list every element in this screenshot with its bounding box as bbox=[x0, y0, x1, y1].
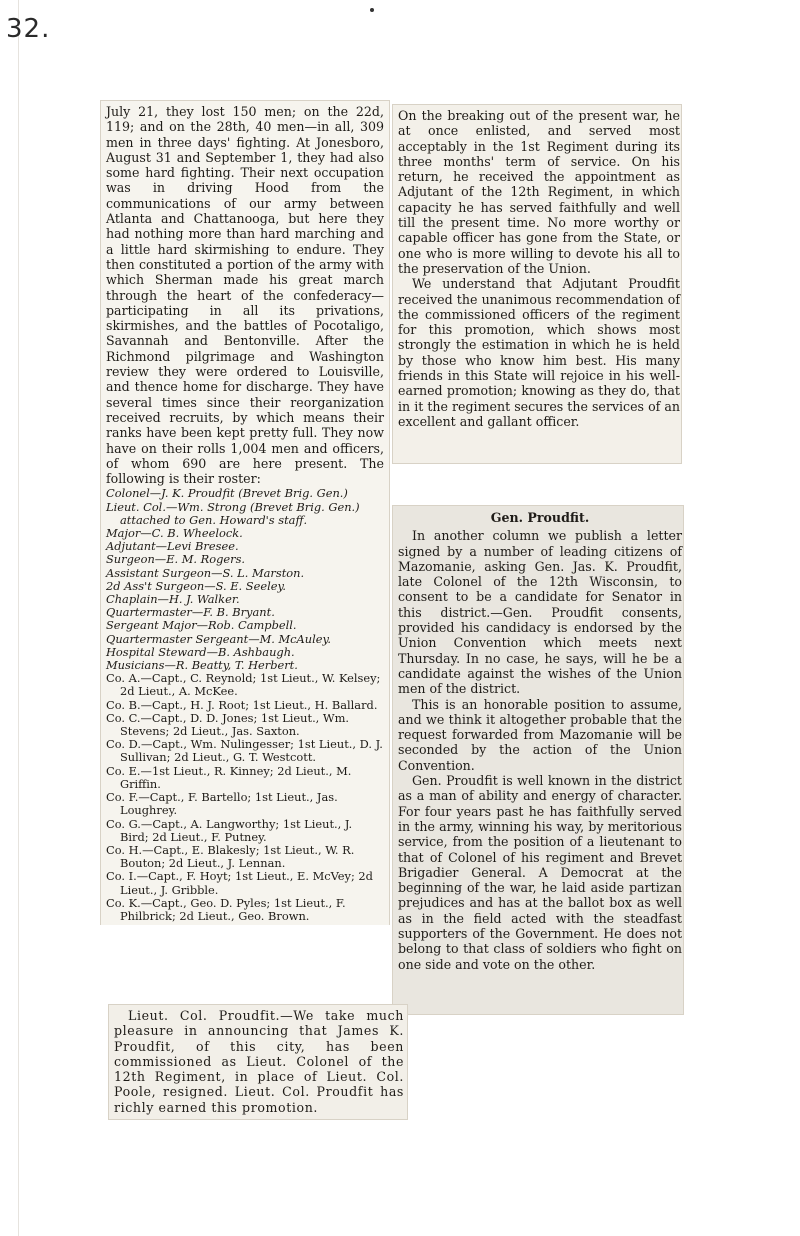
roster-company-line: Co. I.—Capt., F. Hoyt; 1st Lieut., E. McVey; 2d Lieut., J. Gribble. bbox=[106, 869, 373, 897]
roster-line: Major—C. B. Wheelock. bbox=[106, 526, 243, 541]
adjutant-paragraph: We understand that Adjutant Proudfit received the unanimous recommendation of the commissioned officers of the regiment for this promotion, which shows most strongly the estimation in which he is held by those who know him best. His many friends in this State will rejoice in his well-earned promotion; knowing as they do, that in it the regiment secures the services of an excellent and gallant officer. bbox=[398, 276, 680, 429]
article-paragraph: In another column we publish a letter signed by a number of leading citizens of Mazomanie, asking Gen. Jas. K. Proudfit, late Colonel of the 12th Wisconsin, to consent to be a candidate for Senator in this district.—Gen. Proudfit consents, provided his candidacy is endorsed by the Union Convention which meets next Thursday. In no case, he says, will he be a candidate against the wishes of the Union men of the district. bbox=[398, 528, 682, 697]
roster-line: Sergeant Major—Rob. Campbell. bbox=[106, 618, 297, 633]
roster-company-line: Co. A.—Capt., C. Reynold; 1st Lieut., W. Kelsey; 2d Lieut., A. McKee. bbox=[106, 671, 381, 699]
regiment-roster bbox=[106, 487, 384, 923]
roster-line: Surgeon—E. M. Rogers. bbox=[106, 552, 246, 567]
article-paragraph: Lieut. Col. Proudfit.—We take much pleasure in announcing that James K. Proudfit, of this city, has been commissioned as Lieut. Colonel of the 12th Regiment, in place of Lieut. Col. Poole, resigned. Lieut. Col. Proudfit has richly earned this promotion. bbox=[114, 1008, 404, 1115]
lieut-col-proudfit-article bbox=[114, 1008, 404, 1115]
roster-line: Quartermaster—F. B. Bryant. bbox=[106, 605, 275, 620]
roster-company-line: Co. K.—Capt., Geo. D. Pyles; 1st Lieut., F. Philbrick; 2d Lieut., Geo. Brown. bbox=[106, 895, 346, 923]
roster-line: Adjutant—Levi Bresee. bbox=[106, 539, 239, 554]
adjutant-continuation-column bbox=[398, 108, 680, 429]
speck bbox=[370, 8, 374, 12]
roster-line: Chaplain—H. J. Walker. bbox=[106, 592, 240, 607]
article-paragraph: This is an honorable position to assume, and we think it altogether probable that the request forwarded from Mazomanie will be seconded by the action of the Union Convention. bbox=[398, 696, 682, 773]
roster-company-line: Co. H.—Capt., E. Blakesly; 1st Lieut., W. R. Bouton; 2d Lieut., J. Lennan. bbox=[106, 842, 355, 871]
roster-company-line: Co. G.—Capt., A. Langworthy; 1st Lieut., J. Bird; 2d Lieut., F. Putney. bbox=[106, 816, 353, 844]
torn-edge bbox=[100, 925, 390, 935]
left-margin-line bbox=[18, 0, 19, 1236]
roster-line: Hospital Steward—B. Ashbaugh. bbox=[106, 644, 295, 659]
regiment-history-column bbox=[106, 104, 384, 923]
regiment-history-text: July 21, they lost 150 men; on the 22d, 119; and on the 28th, 40 men—in all, 309 men in three days' fighting. At Jonesboro, August 31 and September 1, they had also some hard fighting. Their next occupation was in driving Hood from the communications of our army between Atlanta and Chattanooga, but here they had nothing more than hard marching and a little hard skirmishing to endure. They then constituted a portion of the army with which Sherman made his great march through the heart of the confederacy—participating in all its privations, skirmishes, and the battles of Pocotaligo, Savannah and Bentonville. After the Richmond pilgrimage and Washington review they were ordered to Louisville, and thence home for discharge. They have several times since their reorganization received recruits, by which means their ranks have been kept pretty full. They now have on their rolls 1,004 men and officers, of whom 690 are here present. The following is their roster: bbox=[106, 104, 384, 487]
article-paragraph: Gen. Proudfit is well known in the district as a man of ability and energy of character. For four years past he has faithfully served in the army, winning his way, by meritorious service, from the position of a lieutenant to that of Colonel of his regiment and Brevet Brigadier General. A Democrat at the beginning of the war, he laid aside partizan prejudices and has at the ballot box as well as in the field acted with the steadfast supporters of the Government. He does not belong to that class of soldiers who fight on one side and vote on the other. bbox=[398, 773, 682, 972]
roster-line: Musicians—R. Beatty, T. Herbert. bbox=[106, 658, 298, 673]
roster-line: 2d Ass't Surgeon—S. E. Seeley. bbox=[106, 578, 287, 593]
roster-line: Colonel—J. K. Proudfit (Brevet Brig. Gen.) bbox=[106, 486, 348, 501]
roster-company-line: Co. D.—Capt., Wm. Nulingesser; 1st Lieut., D. J. Sullivan; 2d Lieut., G. T. Westcott. bbox=[106, 737, 383, 765]
adjutant-paragraph: On the breaking out of the present war, he at once enlisted, and served most acceptably in the 1st Regiment during its three months' term of service. On his return, he received the appointment as Adjutant of the 12th Regiment, in which capacity he has served faithfully and well till the present time. No more worthy or capable officer has gone from the State, or one who is more willing to devote his all to the preservation of the Union. bbox=[398, 108, 680, 276]
roster-company-line: Co. C.—Capt., D. D. Jones; 1st Lieut., Wm. Stevens; 2d Lieut., Jas. Saxton. bbox=[106, 710, 350, 739]
roster-company-line: Co. E.—1st Lieut., R. Kinney; 2d Lieut., M. Griffin. bbox=[106, 763, 352, 791]
roster-line: Quartermaster Sergeant—M. McAuley. bbox=[106, 631, 332, 646]
page-number: 32. bbox=[6, 14, 51, 44]
article-headline: Gen. Proudfit. bbox=[490, 510, 590, 525]
roster-line: Assistant Surgeon—S. L. Marston. bbox=[106, 565, 305, 580]
gen-proudfit-article bbox=[398, 510, 682, 972]
roster-company-line: Co. B.—Capt., H. J. Root; 1st Lieut., H. Ballard. bbox=[106, 697, 378, 712]
roster-company-line: Co. F.—Capt., F. Bartello; 1st Lieut., Jas. Loughrey. bbox=[106, 790, 338, 818]
roster-line: Lieut. Col.—Wm. Strong (Brevet Brig. Gen.) attached to Gen. Howard's staff. bbox=[106, 499, 360, 527]
